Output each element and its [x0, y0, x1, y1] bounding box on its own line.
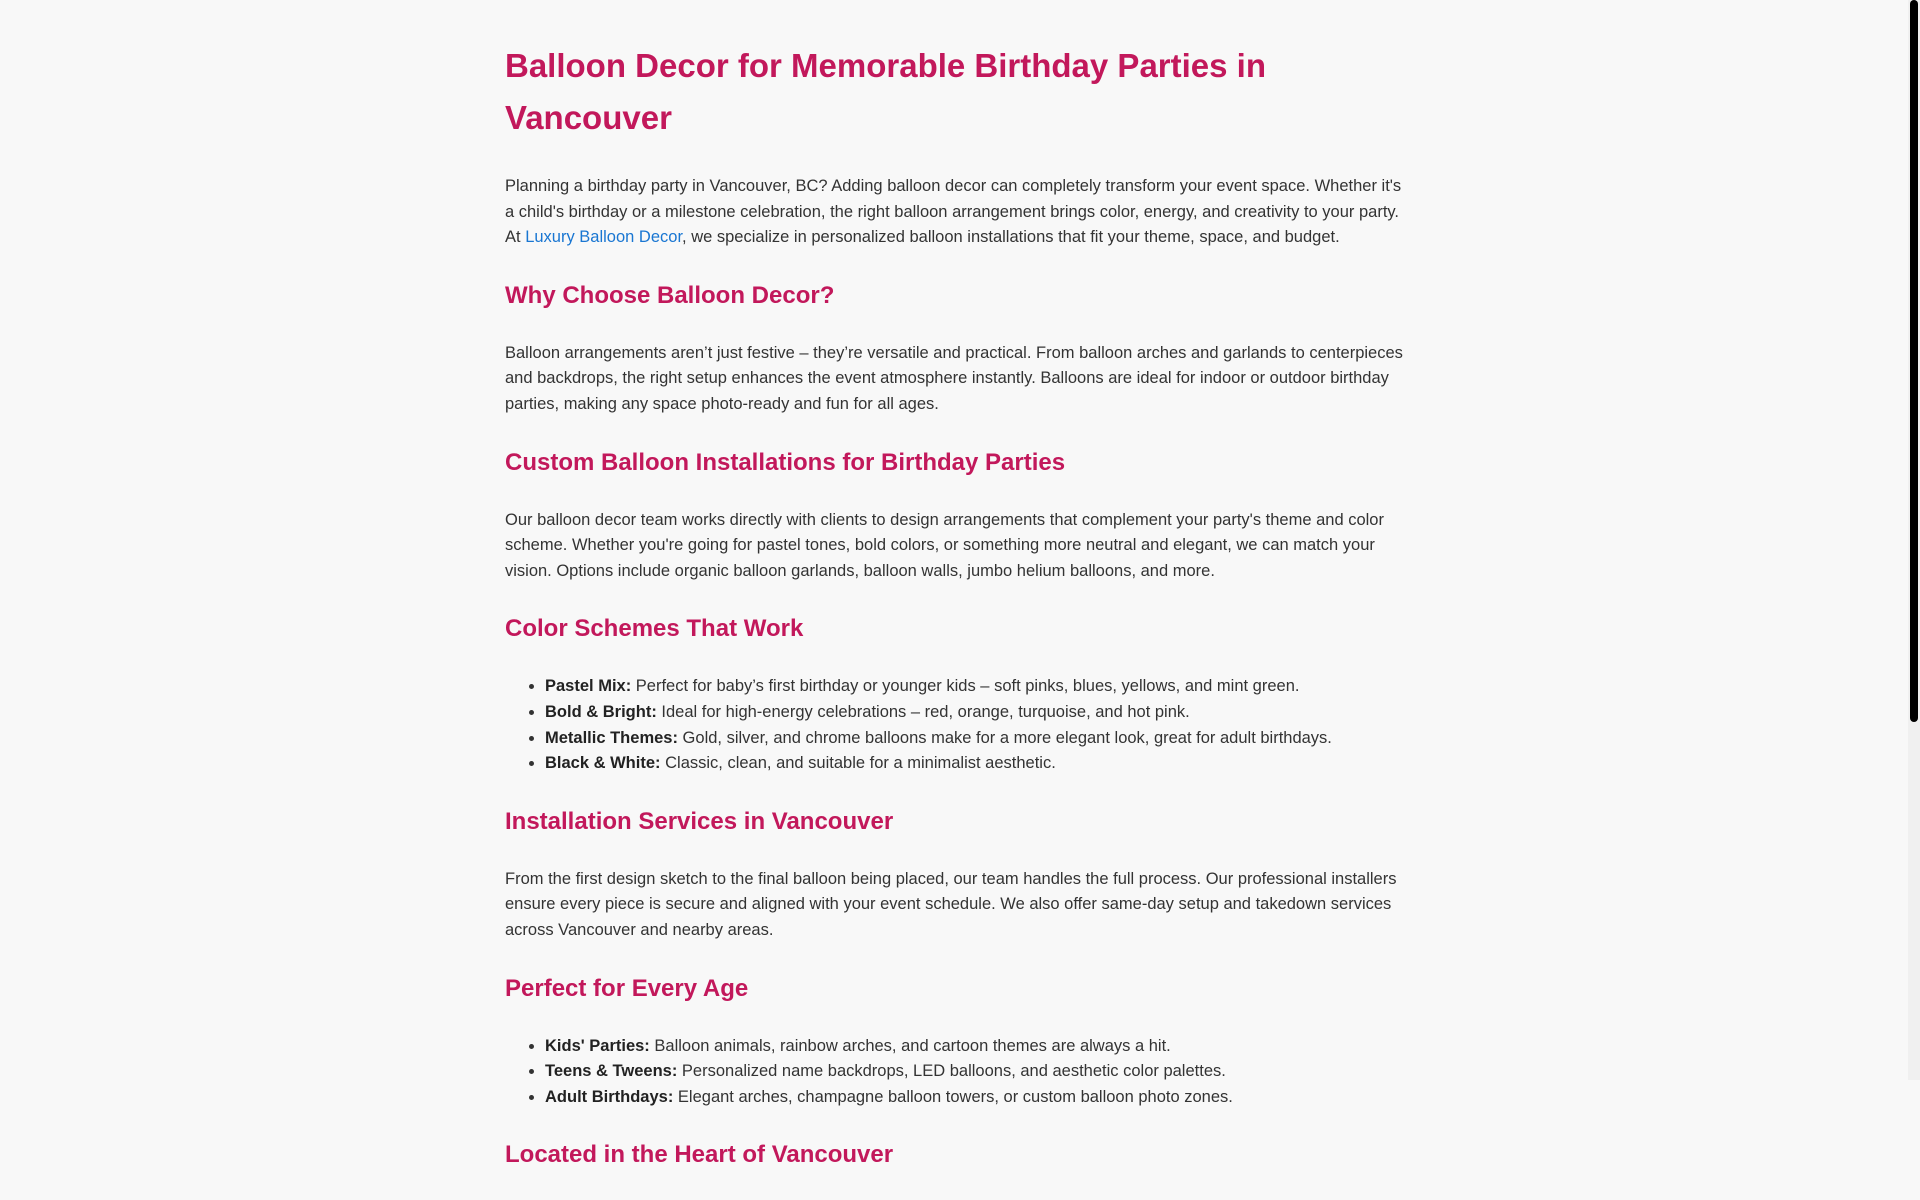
- list-item-text: Classic, clean, and suitable for a minimalist aesthetic.: [660, 754, 1056, 773]
- list-item-label: Black & White:: [545, 754, 661, 773]
- list-item-label: Metallic Themes:: [545, 728, 678, 747]
- luxury-balloon-decor-link[interactable]: Luxury Balloon Decor: [525, 228, 683, 247]
- intro-text-before-link: Planning a birthday party in Vancouver, BC? Adding balloon decor can completely transform your event space. Whether it's a child's birthday or a milestone celebration, the right balloon arrangement brings color, energy, and creativity to your party. At: [505, 177, 1402, 247]
- color-schemes-list: [505, 674, 1410, 776]
- section-heading-custom-installations: Custom Balloon Installations for Birthday Parties: [505, 448, 1066, 476]
- list-item: [545, 1085, 1410, 1111]
- section-heading-located-vancouver: Located in the Heart of Vancouver: [505, 1141, 894, 1169]
- list-item: [545, 700, 1410, 726]
- intro-paragraph: [505, 174, 1410, 251]
- list-item-text: Personalized name backdrops, LED balloons, and aesthetic color palettes.: [677, 1062, 1226, 1081]
- section-heading-why-choose: Why Choose Balloon Decor?: [505, 281, 835, 309]
- list-item-text: Elegant arches, champagne balloon towers, or custom balloon photo zones.: [673, 1087, 1233, 1106]
- list-item-text: Ideal for high-energy celebrations – red, orange, turquoise, and hot pink.: [656, 702, 1190, 721]
- section-paragraph-why-choose: Balloon arrangements aren’t just festive – they’re versatile and practical. From balloon arches and garlands to centerpieces and backdrops, the right setup enhances the event atmosphere instantly. Balloons are ideal for indoor or outdoor birthday parties, making any space photo-ready and fun for all ages.: [505, 343, 1403, 413]
- section-heading-every-age: Perfect for Every Age: [505, 974, 749, 1002]
- age-groups-list: [505, 1034, 1410, 1111]
- intro-text-after-link: , we specialize in personalized balloon installations that fit your theme, space, and budget.: [682, 228, 1340, 247]
- list-item: [545, 751, 1410, 777]
- list-item-label: Kids' Parties:: [545, 1036, 650, 1055]
- scrollbar-thumb[interactable]: [1910, 0, 1918, 722]
- list-item-text: Perfect for baby’s first birthday or younger kids – soft pinks, blues, yellows, and mint green.: [631, 677, 1300, 696]
- section-heading-color-schemes: Color Schemes That Work: [505, 615, 804, 643]
- section-heading-installation-services: Installation Services in Vancouver: [505, 807, 894, 835]
- vertical-scrollbar[interactable]: [1908, 0, 1920, 1080]
- list-item: [545, 726, 1410, 752]
- list-item-text: Gold, silver, and chrome balloons make for a more elegant look, great for adult birthdays.: [677, 728, 1332, 747]
- list-item: [545, 674, 1410, 700]
- list-item-label: Adult Birthdays:: [545, 1087, 674, 1106]
- article-content: [505, 40, 1410, 1200]
- page-title: Balloon Decor for Memorable Birthday Parties in Vancouver: [505, 47, 1266, 136]
- list-item-label: Bold & Bright:: [545, 702, 657, 721]
- list-item-label: Pastel Mix:: [545, 677, 632, 696]
- list-item: [545, 1034, 1410, 1060]
- list-item-text: Balloon animals, rainbow arches, and cartoon themes are always a hit.: [649, 1036, 1171, 1055]
- section-paragraph-installation-services: From the first design sketch to the final balloon being placed, our team handles the full process. Our professional installers ensure every piece is secure and aligned with your event schedule. We also offer same-day setup and takedown services across Vancouver and nearby areas.: [505, 869, 1397, 939]
- list-item-label: Teens & Tweens:: [545, 1062, 678, 1081]
- section-paragraph-custom-installations: Our balloon decor team works directly with clients to design arrangements that complement your party's theme and color scheme. Whether you're going for pastel tones, bold colors, or something more neutral and elegant, we can match your vision. Options include organic balloon garlands, balloon walls, jumbo helium balloons, and more.: [505, 510, 1384, 580]
- list-item: [545, 1059, 1410, 1085]
